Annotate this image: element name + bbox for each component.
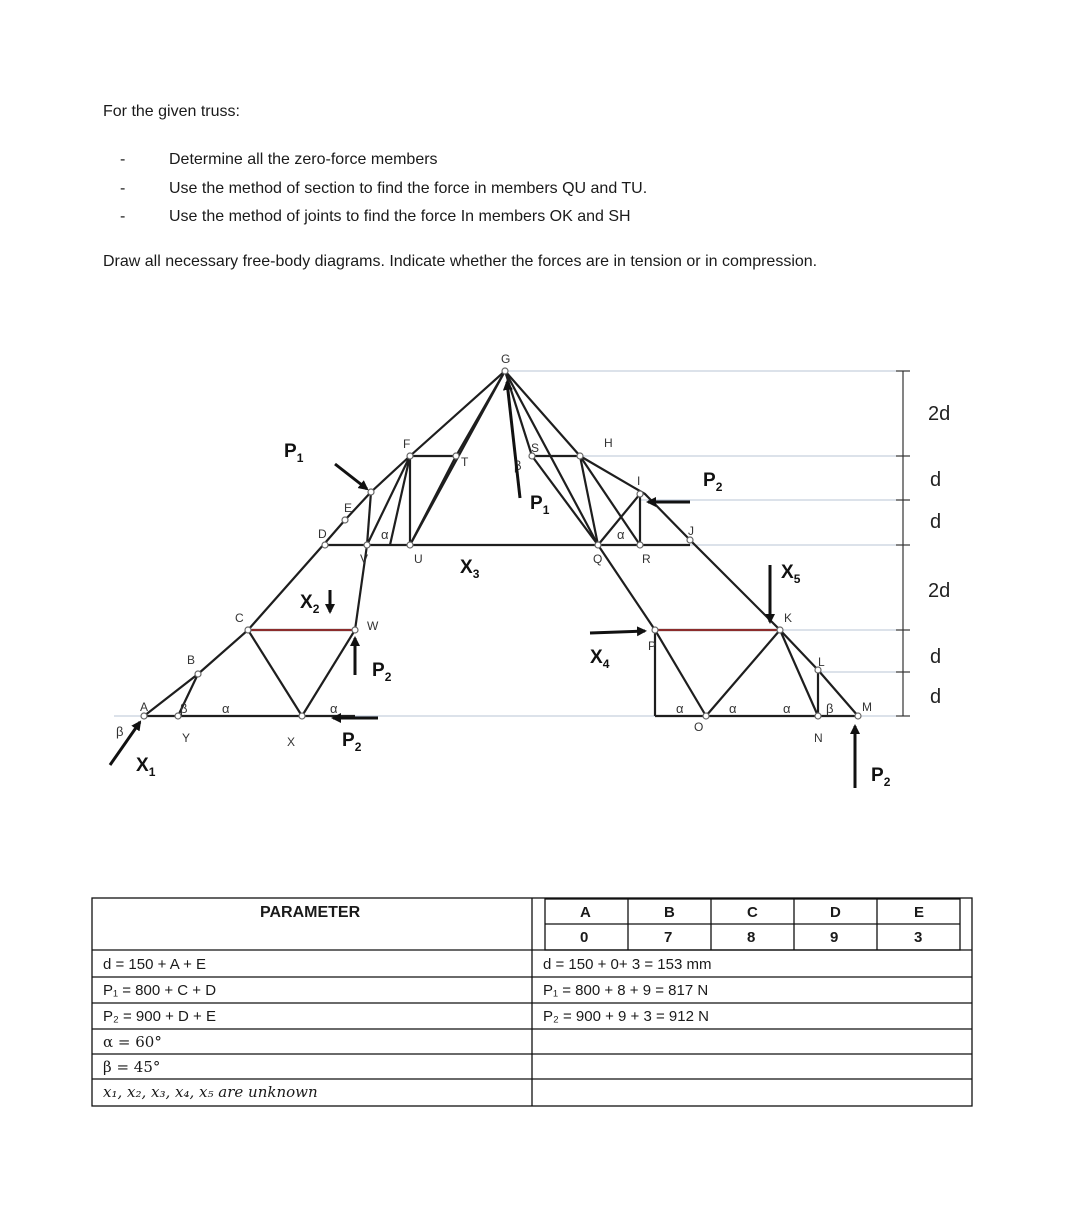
node-label-k: K [784,611,793,625]
load-subscript: 2 [384,670,392,684]
table-col-value: 9 [830,929,839,946]
table-row-left: P₁ = 800 + C + D [103,982,217,999]
load-subscript: 2 [354,740,362,754]
node-label-n: N [814,731,823,745]
angle-label: α [381,527,389,542]
load-symbol: X [136,755,149,776]
load-symbol: X [300,592,313,613]
load-symbol: P [703,470,716,491]
node-label-e: E [344,501,353,515]
task-text: Use the method of section to find the force in members QU and TU. [169,179,648,197]
dimension-label: 2d [928,580,951,602]
task-text: Use the method of joints to find the force In members OK and SH [169,208,631,225]
node-label-r: R [642,552,651,566]
angle-label: α [330,701,338,716]
table-row-left: α = 60° [103,1033,162,1051]
angle-label: β [826,701,834,716]
dimension-label: d [930,469,942,491]
node-label-i: I [637,474,641,488]
node-label-d: D [318,527,327,541]
angle-label: β [116,724,124,739]
node-label-y: Y [182,731,191,745]
load-symbol: P [372,660,385,681]
angle-label: β [180,701,188,716]
load-subscript: 1 [148,765,156,779]
table-col-header: E [914,904,925,921]
load-subscript: 3 [472,567,480,581]
node-label-j: J [688,524,694,538]
node-label-p: P [648,639,657,653]
angle-label: α [783,701,791,716]
table-row-left: P₂ = 900 + D + E [103,1008,216,1025]
load-subscript: 2 [883,775,891,789]
table-row-right: d = 150 + 0+ 3 = 153 mm [543,956,712,973]
angle-label: β [514,458,522,473]
angle-label: α [676,701,684,716]
node-label-a: A [140,700,149,714]
table-col-header: A [580,904,591,921]
node-label-x: X [287,735,296,749]
table-col-value: 0 [580,929,589,946]
dash-bullet: - [120,179,126,197]
table-col-value: 8 [747,929,756,946]
load-symbol: P [871,765,884,786]
node-label-f: F [403,437,411,451]
table-row-right: P₁ = 800 + 8 + 9 = 817 N [543,982,709,999]
table-row-right: P₂ = 900 + 9 + 3 = 912 N [543,1008,709,1025]
dash-bullet: - [120,208,126,225]
load-symbol: X [590,647,603,668]
load-symbol: P [284,441,297,462]
load-subscript: 1 [542,503,550,517]
node-label-g: G [501,352,511,366]
dimension-label: d [930,511,942,533]
node-label-q: Q [593,552,603,566]
load-symbol: P [342,730,355,751]
load-symbol: X [781,562,794,583]
table-row-left: x₁, x₂, x₃, x₄, x₅ are unknown [103,1083,318,1101]
node-label-m: M [862,700,872,714]
node-label-b: B [187,653,196,667]
load-subscript: 2 [715,480,723,494]
node-label-c: C [235,611,244,625]
node-label-o: O [694,720,704,734]
node-label-u: U [414,552,423,566]
load-symbol: P [530,493,543,514]
dimension-label: 2d [928,403,951,425]
table-col-value: 7 [664,929,673,946]
load-subscript: 2 [312,602,320,616]
table-header: PARAMETER [260,904,361,921]
node-label-s: S [531,441,540,455]
table-row-left: d = 150 + A + E [103,956,207,973]
table-row-left: β = 45° [103,1058,161,1076]
instruction-text: Draw all necessary free-body diagrams. Indicate whether the forces are in tension or in compression. [103,253,818,270]
load-symbol: X [460,557,473,578]
dimension-label: d [930,646,942,668]
table-col-header: C [747,904,758,921]
dash-bullet: - [120,151,126,168]
angle-label: α [729,701,737,716]
node-label-t: T [461,455,469,469]
intro-text: For the given truss: [103,103,240,120]
dimension-label: d [930,686,942,708]
table-col-value: 3 [914,929,923,946]
table-col-header: D [830,904,841,921]
node-label-w: W [367,619,379,633]
load-subscript: 1 [296,451,304,465]
node-label-h: H [604,436,613,450]
angle-label: α [617,527,625,542]
table-col-header: B [664,904,675,921]
task-text: Determine all the zero-force members [169,151,438,168]
load-subscript: 4 [602,657,610,671]
load-subscript: 5 [793,572,801,586]
angle-label: α [222,701,230,716]
node-label-l: L [818,655,825,669]
node-label-v: V [360,552,369,566]
